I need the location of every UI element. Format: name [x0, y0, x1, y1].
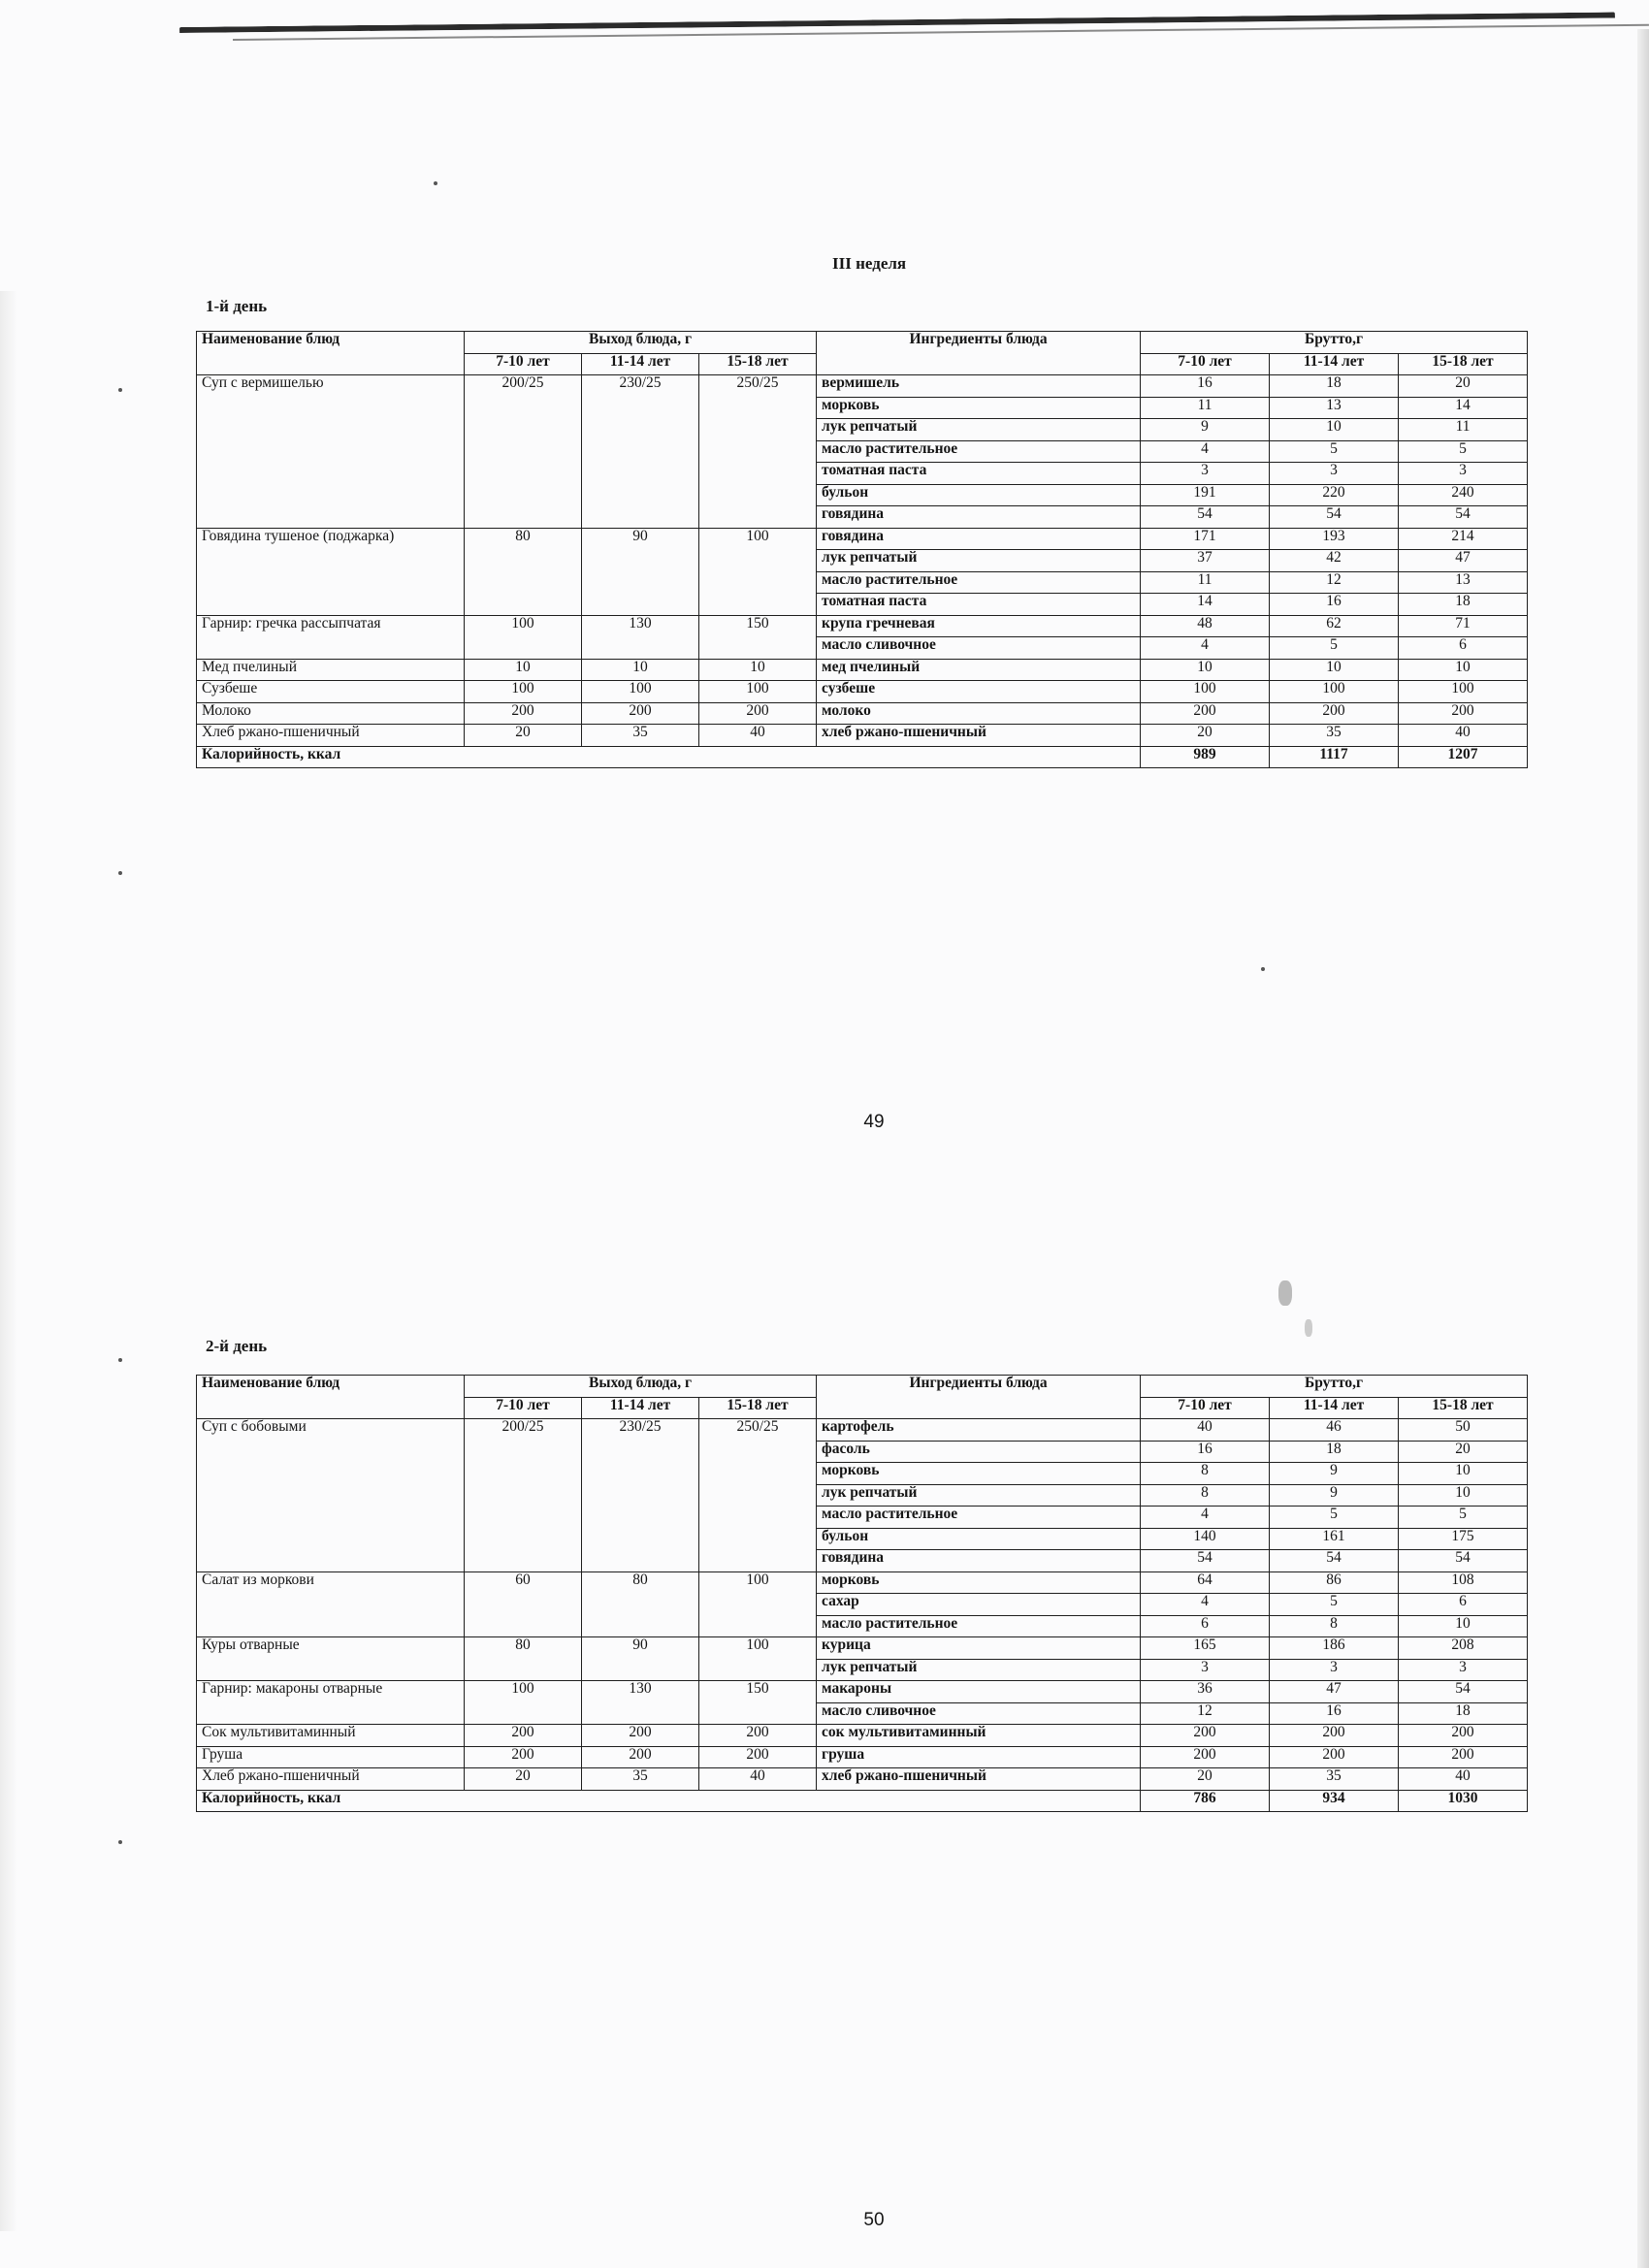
dish-yield: 130 — [582, 615, 699, 659]
dish-yield: 10 — [465, 659, 582, 681]
dish-yield: 60 — [465, 1571, 582, 1637]
ingredient-gross: 5 — [1270, 440, 1399, 463]
ingredient-name: лук репчатый — [817, 1659, 1141, 1681]
ingredient-name: молоко — [817, 702, 1141, 725]
table-row — [197, 375, 1528, 398]
dish-yield: 200 — [465, 1746, 582, 1768]
ingredient-gross: 36 — [1141, 1681, 1270, 1703]
ingredient-gross: 3 — [1141, 463, 1270, 485]
table-row — [197, 1768, 1528, 1791]
ingredient-gross: 191 — [1141, 484, 1270, 506]
ingredient-name: курица — [817, 1637, 1141, 1660]
dish-name: Салат из моркови — [197, 1571, 465, 1637]
ingredient-name: сахар — [817, 1594, 1141, 1616]
dish-yield: 40 — [699, 1768, 817, 1791]
ingredient-gross: 54 — [1270, 1550, 1399, 1572]
menu-table-day-1 — [196, 331, 1528, 768]
ingredient-gross: 10 — [1399, 1615, 1528, 1637]
ingredient-gross: 47 — [1399, 550, 1528, 572]
ingredient-gross: 62 — [1270, 615, 1399, 637]
dish-yield: 200 — [699, 1746, 817, 1768]
calories-value: 989 — [1141, 746, 1270, 768]
dish-yield: 200 — [582, 1725, 699, 1747]
dish-yield: 100 — [699, 1637, 817, 1681]
ingredient-gross: 40 — [1399, 725, 1528, 747]
dish-yield: 200/25 — [465, 1419, 582, 1572]
ingredient-gross: 13 — [1270, 397, 1399, 419]
ingredient-gross: 20 — [1141, 1768, 1270, 1791]
header-gross: Брутто,г — [1141, 1376, 1528, 1398]
ingredient-gross: 16 — [1270, 594, 1399, 616]
dish-yield: 35 — [582, 725, 699, 747]
ingredient-gross: 12 — [1141, 1702, 1270, 1725]
calories-row — [197, 1790, 1528, 1812]
ingredient-name: бульон — [817, 484, 1141, 506]
ingredient-gross: 3 — [1399, 1659, 1528, 1681]
table-row — [197, 681, 1528, 703]
ingredient-gross: 4 — [1141, 637, 1270, 660]
ingredient-name: морковь — [817, 1463, 1141, 1485]
ingredient-gross: 10 — [1399, 1484, 1528, 1507]
dish-yield: 80 — [465, 528, 582, 615]
ingredient-gross: 214 — [1399, 528, 1528, 550]
dish-name: Говядина тушеное (поджарка) — [197, 528, 465, 615]
table-row — [197, 1637, 1528, 1660]
ingredient-gross: 4 — [1141, 1594, 1270, 1616]
ingredient-name: лук репчатый — [817, 419, 1141, 441]
scan-smudge — [1278, 1280, 1292, 1306]
header-age-gross: 7-10 лет — [1141, 1397, 1270, 1419]
ingredient-gross: 161 — [1270, 1528, 1399, 1550]
table-row — [197, 528, 1528, 550]
ingredient-gross: 20 — [1399, 1441, 1528, 1463]
ingredient-gross: 200 — [1399, 702, 1528, 725]
ingredient-gross: 50 — [1399, 1419, 1528, 1442]
dish-yield: 200 — [699, 1725, 817, 1747]
ingredient-gross: 3 — [1399, 463, 1528, 485]
ingredient-gross: 10 — [1141, 659, 1270, 681]
table-row — [197, 725, 1528, 747]
menu-table-day-2 — [196, 1375, 1528, 1812]
ingredient-gross: 175 — [1399, 1528, 1528, 1550]
header-age-gross: 15-18 лет — [1399, 353, 1528, 375]
ingredient-gross: 54 — [1141, 506, 1270, 529]
dish-yield: 100 — [465, 681, 582, 703]
ingredient-gross: 200 — [1141, 702, 1270, 725]
dish-yield: 130 — [582, 1681, 699, 1725]
ingredient-gross: 3 — [1270, 1659, 1399, 1681]
ingredient-gross: 171 — [1141, 528, 1270, 550]
ingredient-gross: 4 — [1141, 1507, 1270, 1529]
ingredient-gross: 200 — [1141, 1746, 1270, 1768]
scan-speck — [118, 388, 122, 392]
ingredient-name: хлеб ржано-пшеничный — [817, 725, 1141, 747]
calories-value: 934 — [1270, 1790, 1399, 1812]
dish-yield: 230/25 — [582, 375, 699, 529]
ingredient-name: сузбеше — [817, 681, 1141, 703]
dish-yield: 200 — [582, 702, 699, 725]
ingredient-gross: 200 — [1399, 1725, 1528, 1747]
dish-yield: 100 — [699, 528, 817, 615]
ingredient-gross: 240 — [1399, 484, 1528, 506]
ingredient-gross: 10 — [1399, 1463, 1528, 1485]
ingredient-gross: 54 — [1399, 506, 1528, 529]
ingredient-gross: 100 — [1399, 681, 1528, 703]
header-age-yield: 11-14 лет — [582, 1397, 699, 1419]
ingredient-name: масло сливочное — [817, 637, 1141, 660]
ingredient-name: макароны — [817, 1681, 1141, 1703]
header-age-gross: 11-14 лет — [1270, 353, 1399, 375]
ingredient-gross: 10 — [1270, 659, 1399, 681]
ingredient-gross: 47 — [1270, 1681, 1399, 1703]
ingredient-name: сок мультивитаминный — [817, 1725, 1141, 1747]
scan-speck — [118, 1358, 122, 1362]
ingredient-gross: 16 — [1141, 375, 1270, 398]
ingredient-gross: 12 — [1270, 571, 1399, 594]
ingredient-name: хлеб ржано-пшеничный — [817, 1768, 1141, 1791]
ingredient-name: морковь — [817, 1571, 1141, 1594]
dish-name: Сок мультивитаминный — [197, 1725, 465, 1747]
ingredient-gross: 9 — [1270, 1484, 1399, 1507]
ingredient-name: вермишель — [817, 375, 1141, 398]
ingredient-gross: 10 — [1399, 659, 1528, 681]
header-yield: Выход блюда, г — [465, 332, 817, 354]
dish-name: Гарнир: гречка рассыпчатая — [197, 615, 465, 659]
dish-yield: 230/25 — [582, 1419, 699, 1572]
dish-name: Куры отварные — [197, 1637, 465, 1681]
dish-yield: 100 — [699, 1571, 817, 1637]
ingredient-name: говядина — [817, 1550, 1141, 1572]
ingredient-gross: 193 — [1270, 528, 1399, 550]
dish-yield: 35 — [582, 1768, 699, 1791]
header-age-yield: 7-10 лет — [465, 353, 582, 375]
header-dish-name: Наименование блюд — [197, 1376, 465, 1419]
ingredient-gross: 54 — [1141, 1550, 1270, 1572]
header-gross: Брутто,г — [1141, 332, 1528, 354]
ingredient-gross: 8 — [1141, 1484, 1270, 1507]
dish-yield: 150 — [699, 615, 817, 659]
header-age-gross: 11-14 лет — [1270, 1397, 1399, 1419]
dish-name: Гарнир: макароны отварные — [197, 1681, 465, 1725]
ingredient-gross: 40 — [1141, 1419, 1270, 1442]
scan-smudge — [1305, 1319, 1312, 1337]
scan-speck — [118, 1840, 122, 1844]
ingredient-gross: 200 — [1141, 1725, 1270, 1747]
day-1-title: 1-й день — [206, 297, 268, 315]
ingredient-gross: 5 — [1270, 1594, 1399, 1616]
ingredient-gross: 8 — [1270, 1615, 1399, 1637]
table-row — [197, 1571, 1528, 1594]
dish-yield: 90 — [582, 1637, 699, 1681]
ingredient-gross: 13 — [1399, 571, 1528, 594]
ingredient-gross: 42 — [1270, 550, 1399, 572]
ingredient-gross: 18 — [1399, 1702, 1528, 1725]
ingredient-gross: 6 — [1399, 1594, 1528, 1616]
dish-yield: 10 — [582, 659, 699, 681]
dish-yield: 150 — [699, 1681, 817, 1725]
dish-yield: 90 — [582, 528, 699, 615]
scan-right-shadow — [1637, 29, 1649, 2268]
calories-label: Калорийность, ккал — [197, 746, 1141, 768]
ingredient-gross: 20 — [1399, 375, 1528, 398]
ingredient-name: говядина — [817, 506, 1141, 529]
ingredient-name: масло растительное — [817, 571, 1141, 594]
dish-yield: 200 — [699, 702, 817, 725]
ingredient-gross: 54 — [1270, 506, 1399, 529]
ingredient-gross: 54 — [1399, 1681, 1528, 1703]
dish-yield: 100 — [699, 681, 817, 703]
ingredient-gross: 9 — [1270, 1463, 1399, 1485]
header-age-yield: 15-18 лет — [699, 353, 817, 375]
ingredient-name: груша — [817, 1746, 1141, 1768]
week-title: III неделя — [832, 254, 907, 273]
table-row — [197, 702, 1528, 725]
ingredient-name: масло растительное — [817, 1615, 1141, 1637]
ingredient-gross: 11 — [1399, 419, 1528, 441]
ingredient-gross: 18 — [1270, 1441, 1399, 1463]
ingredient-gross: 100 — [1270, 681, 1399, 703]
ingredient-gross: 186 — [1270, 1637, 1399, 1660]
table-header-row — [197, 1376, 1528, 1398]
ingredient-gross: 11 — [1141, 397, 1270, 419]
header-dish-name: Наименование блюд — [197, 332, 465, 375]
ingredient-name: лук репчатый — [817, 550, 1141, 572]
ingredient-gross: 48 — [1141, 615, 1270, 637]
ingredient-gross: 9 — [1141, 419, 1270, 441]
dish-yield: 100 — [465, 615, 582, 659]
ingredient-name: фасоль — [817, 1441, 1141, 1463]
ingredient-gross: 200 — [1399, 1746, 1528, 1768]
ingredient-gross: 6 — [1141, 1615, 1270, 1637]
ingredient-gross: 3 — [1270, 463, 1399, 485]
ingredient-gross: 46 — [1270, 1419, 1399, 1442]
ingredient-gross: 14 — [1141, 594, 1270, 616]
ingredient-name: морковь — [817, 397, 1141, 419]
dish-yield: 100 — [465, 1681, 582, 1725]
scan-speck — [434, 181, 437, 185]
scan-speck — [1261, 967, 1265, 971]
page-number: 50 — [863, 2210, 885, 2230]
dish-yield: 20 — [465, 725, 582, 747]
calories-value: 1117 — [1270, 746, 1399, 768]
table-header-row — [197, 332, 1528, 354]
dish-yield: 80 — [465, 1637, 582, 1681]
table-row — [197, 1725, 1528, 1747]
dish-yield: 200 — [465, 1725, 582, 1747]
ingredient-gross: 35 — [1270, 725, 1399, 747]
ingredient-name: масло растительное — [817, 1507, 1141, 1529]
table-row — [197, 615, 1528, 637]
ingredient-gross: 200 — [1270, 1746, 1399, 1768]
header-ingredients: Ингредиенты блюда — [817, 1376, 1141, 1419]
ingredient-name: картофель — [817, 1419, 1141, 1442]
dish-yield: 250/25 — [699, 1419, 817, 1572]
header-age-gross: 15-18 лет — [1399, 1397, 1528, 1419]
ingredient-gross: 40 — [1399, 1768, 1528, 1791]
header-yield: Выход блюда, г — [465, 1376, 817, 1398]
dish-name: Сузбеше — [197, 681, 465, 703]
ingredient-gross: 220 — [1270, 484, 1399, 506]
dish-yield: 80 — [582, 1571, 699, 1637]
dish-name: Суп с бобовыми — [197, 1419, 465, 1572]
calories-label: Калорийность, ккал — [197, 1790, 1141, 1812]
day-2-title: 2-й день — [206, 1337, 268, 1355]
ingredient-gross: 35 — [1270, 1768, 1399, 1791]
ingredient-gross: 8 — [1141, 1463, 1270, 1485]
dish-yield: 250/25 — [699, 375, 817, 529]
dish-name: Суп с вермишелью — [197, 375, 465, 529]
ingredient-gross: 5 — [1399, 1507, 1528, 1529]
dish-yield: 200/25 — [465, 375, 582, 529]
ingredient-gross: 71 — [1399, 615, 1528, 637]
dish-yield: 10 — [699, 659, 817, 681]
ingredient-gross: 37 — [1141, 550, 1270, 572]
ingredient-gross: 100 — [1141, 681, 1270, 703]
ingredient-gross: 18 — [1399, 594, 1528, 616]
header-age-yield: 11-14 лет — [582, 353, 699, 375]
dish-yield: 200 — [465, 702, 582, 725]
table-row — [197, 1419, 1528, 1442]
scan-speck — [118, 871, 122, 875]
ingredient-gross: 5 — [1399, 440, 1528, 463]
calories-value: 1030 — [1399, 1790, 1528, 1812]
ingredient-gross: 10 — [1270, 419, 1399, 441]
header-age-gross: 7-10 лет — [1141, 353, 1270, 375]
dish-name: Молоко — [197, 702, 465, 725]
ingredient-gross: 208 — [1399, 1637, 1528, 1660]
ingredient-gross: 5 — [1270, 637, 1399, 660]
dish-yield: 100 — [582, 681, 699, 703]
scan-left-shadow — [0, 291, 17, 2231]
dish-yield: 200 — [582, 1746, 699, 1768]
ingredient-gross: 5 — [1270, 1507, 1399, 1529]
ingredient-name: говядина — [817, 528, 1141, 550]
calories-value: 786 — [1141, 1790, 1270, 1812]
dish-name: Хлеб ржано-пшеничный — [197, 725, 465, 747]
ingredient-name: бульон — [817, 1528, 1141, 1550]
table-row — [197, 1681, 1528, 1703]
ingredient-gross: 16 — [1270, 1702, 1399, 1725]
page-number: 49 — [863, 1112, 885, 1132]
ingredient-name: томатная паста — [817, 463, 1141, 485]
calories-value: 1207 — [1399, 746, 1528, 768]
ingredient-gross: 16 — [1141, 1441, 1270, 1463]
ingredient-gross: 54 — [1399, 1550, 1528, 1572]
dish-yield: 20 — [465, 1768, 582, 1791]
table-row — [197, 659, 1528, 681]
dish-name: Хлеб ржано-пшеничный — [197, 1768, 465, 1791]
ingredient-name: масло сливочное — [817, 1702, 1141, 1725]
header-age-yield: 7-10 лет — [465, 1397, 582, 1419]
ingredient-gross: 200 — [1270, 1725, 1399, 1747]
ingredient-gross: 18 — [1270, 375, 1399, 398]
table-row — [197, 1746, 1528, 1768]
dish-name: Мед пчелиный — [197, 659, 465, 681]
ingredient-name: лук репчатый — [817, 1484, 1141, 1507]
ingredient-gross: 4 — [1141, 440, 1270, 463]
ingredient-gross: 165 — [1141, 1637, 1270, 1660]
ingredient-gross: 86 — [1270, 1571, 1399, 1594]
ingredient-name: крупа гречневая — [817, 615, 1141, 637]
calories-row — [197, 746, 1528, 768]
ingredient-name: масло растительное — [817, 440, 1141, 463]
header-ingredients: Ингредиенты блюда — [817, 332, 1141, 375]
ingredient-gross: 140 — [1141, 1528, 1270, 1550]
ingredient-gross: 11 — [1141, 571, 1270, 594]
dish-name: Груша — [197, 1746, 465, 1768]
ingredient-gross: 20 — [1141, 725, 1270, 747]
ingredient-name: томатная паста — [817, 594, 1141, 616]
ingredient-gross: 108 — [1399, 1571, 1528, 1594]
ingredient-gross: 6 — [1399, 637, 1528, 660]
ingredient-gross: 64 — [1141, 1571, 1270, 1594]
dish-yield: 40 — [699, 725, 817, 747]
ingredient-gross: 200 — [1270, 702, 1399, 725]
ingredient-gross: 14 — [1399, 397, 1528, 419]
ingredient-name: мед пчелиный — [817, 659, 1141, 681]
ingredient-gross: 3 — [1141, 1659, 1270, 1681]
header-age-yield: 15-18 лет — [699, 1397, 817, 1419]
